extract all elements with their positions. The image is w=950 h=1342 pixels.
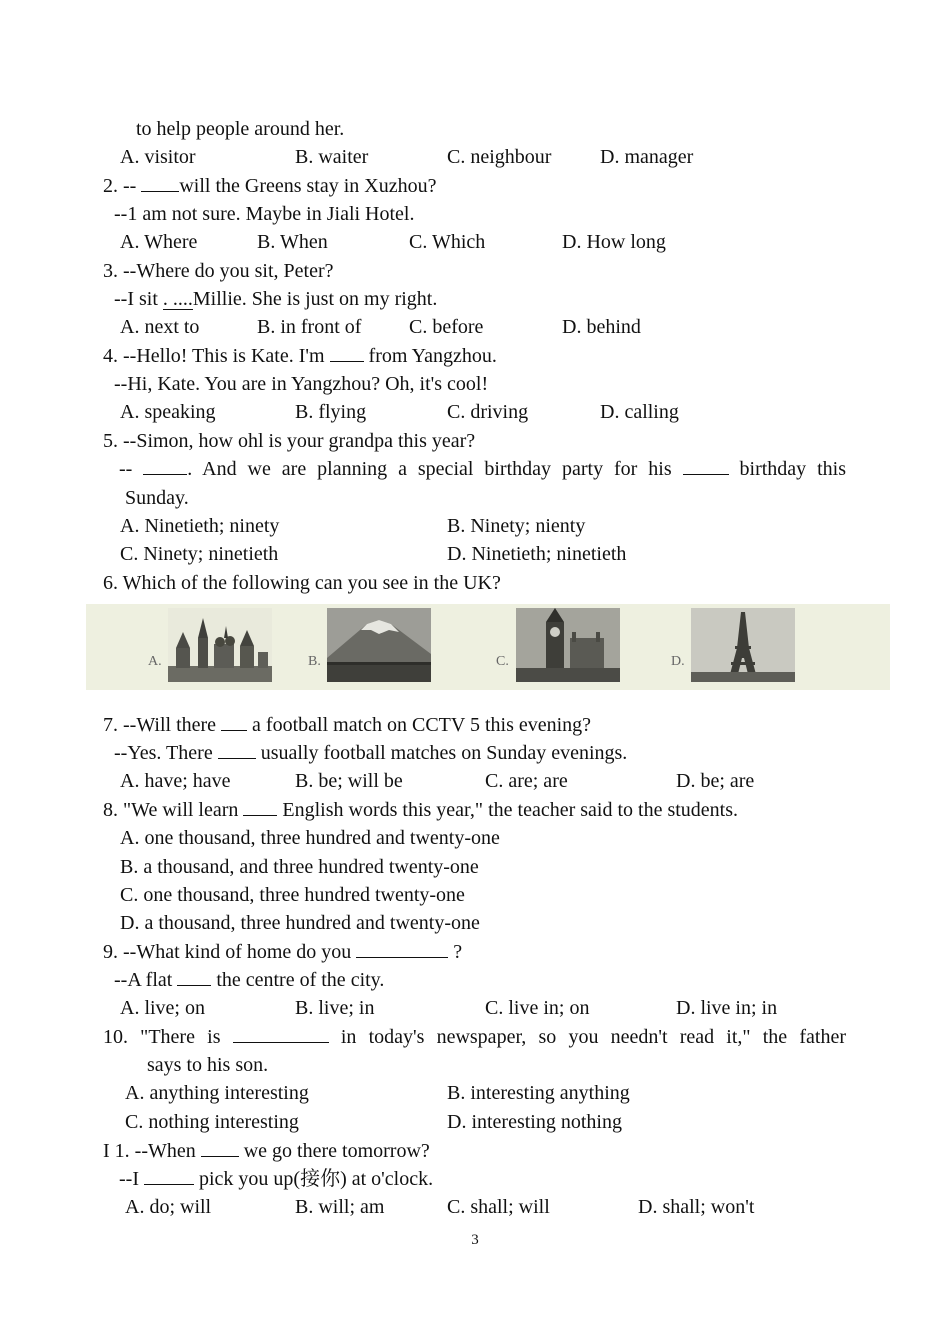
q10-question: 10. "There is in today's newspaper, so you needn't read it," the father <box>103 1026 846 1048</box>
eiffel-tower-photo <box>691 608 795 682</box>
q4-option-b: B. flying <box>295 401 367 423</box>
q8-question: 8. "We will learn English words this year," the teacher said to the students. <box>103 799 739 821</box>
q7-option-a: A. have; have <box>120 770 231 792</box>
q4-question: 4. --Hello! This is Kate. I'm from Yangzhou. <box>103 345 497 367</box>
q6-label-a: A. <box>148 654 162 669</box>
q8-option-a: A. one thousand, three hundred and twenty-one <box>120 827 500 849</box>
q11-answer: --I pick you up(接你) at o'clock. <box>119 1168 434 1190</box>
q5-option-b: B. Ninety; nienty <box>447 515 586 537</box>
q6-question: 6. Which of the following can you see in the UK? <box>103 572 501 594</box>
mount-fuji-photo <box>327 608 431 682</box>
q11-option-b: B. will; am <box>295 1196 385 1218</box>
q8-option-d: D. a thousand, three hundred and twenty-one <box>120 912 480 934</box>
q6-label-d: D. <box>671 654 685 669</box>
q1-option-d: D. manager <box>600 146 694 168</box>
q10-option-d: D. interesting nothing <box>447 1111 622 1133</box>
q3-option-a: A. next to <box>120 316 200 338</box>
q2-option-c: C. Which <box>409 231 486 253</box>
q9-question: 9. --What kind of home do you ? <box>103 941 463 963</box>
q10-continuation: says to his son. <box>147 1054 269 1076</box>
q2-option-b: B. When <box>257 231 328 253</box>
q11-question: I 1. --When we go there tomorrow? <box>103 1140 430 1162</box>
q7-answer: --Yes. There usually football matches on Sunday evenings. <box>114 742 628 764</box>
q9-option-c: C. live in; on <box>485 997 590 1019</box>
q5-answer: -- . And we are planning a special birthday party for his birthday this <box>119 458 847 480</box>
q3-option-c: C. before <box>409 316 484 338</box>
q1-option-b: B. waiter <box>295 146 369 168</box>
q1-continuation: to help people around her. <box>136 118 345 140</box>
q3-question: 3. --Where do you sit, Peter? <box>103 260 334 282</box>
q9-option-b: B. live; in <box>295 997 375 1019</box>
q3-answer: --I sit . ....Millie. She is just on my right. <box>114 288 438 310</box>
q2-option-a: A. Where <box>120 231 198 253</box>
q10-option-c: C. nothing interesting <box>125 1111 299 1133</box>
big-ben-photo <box>516 608 620 682</box>
q7-option-d: D. be; are <box>676 770 755 792</box>
q4-option-d: D. calling <box>600 401 679 423</box>
q6-picture-strip <box>86 604 890 690</box>
q11-option-c: C. shall; will <box>447 1196 550 1218</box>
q10-option-a: A. anything interesting <box>125 1082 309 1104</box>
q4-option-c: C. driving <box>447 401 529 423</box>
q2-option-d: D. How long <box>562 231 666 253</box>
q9-option-d: D. live in; in <box>676 997 778 1019</box>
page-number: 3 <box>471 1232 479 1248</box>
q5-option-c: C. Ninety; ninetieth <box>120 543 279 565</box>
q7-option-c: C. are; are <box>485 770 568 792</box>
q2-question: 2. -- will the Greens stay in Xuzhou? <box>103 175 437 197</box>
q9-option-a: A. live; on <box>120 997 205 1019</box>
q1-option-a: A. visitor <box>120 146 196 168</box>
q11-option-d: D. shall; won't <box>638 1196 755 1218</box>
q7-option-b: B. be; will be <box>295 770 403 792</box>
q3-option-b: B. in front of <box>257 316 362 338</box>
q10-option-b: B. interesting anything <box>447 1082 630 1104</box>
q8-option-b: B. a thousand, and three hundred twenty-one <box>120 856 479 878</box>
q6-label-b: B. <box>308 654 321 669</box>
q5-continuation: Sunday. <box>125 487 189 509</box>
q11-option-a: A. do; will <box>125 1196 212 1218</box>
q5-option-a: A. Ninetieth; ninety <box>120 515 280 537</box>
q6-label-c: C. <box>496 654 509 669</box>
q2-answer: --1 am not sure. Maybe in Jiali Hotel. <box>114 203 415 225</box>
q7-question: 7. --Will there a football match on CCTV 5 this evening? <box>103 714 592 736</box>
q4-option-a: A. speaking <box>120 401 216 423</box>
q8-option-c: C. one thousand, three hundred twenty-one <box>120 884 465 906</box>
q5-option-d: D. Ninetieth; ninetieth <box>447 543 627 565</box>
q1-option-c: C. neighbour <box>447 146 552 168</box>
q4-answer: --Hi, Kate. You are in Yangzhou? Oh, it's cool! <box>114 373 489 395</box>
q5-question: 5. --Simon, how ohl is your grandpa this year? <box>103 430 476 452</box>
q9-answer: --A flat the centre of the city. <box>114 969 385 991</box>
kremlin-photo <box>168 608 272 682</box>
q3-option-d: D. behind <box>562 316 641 338</box>
